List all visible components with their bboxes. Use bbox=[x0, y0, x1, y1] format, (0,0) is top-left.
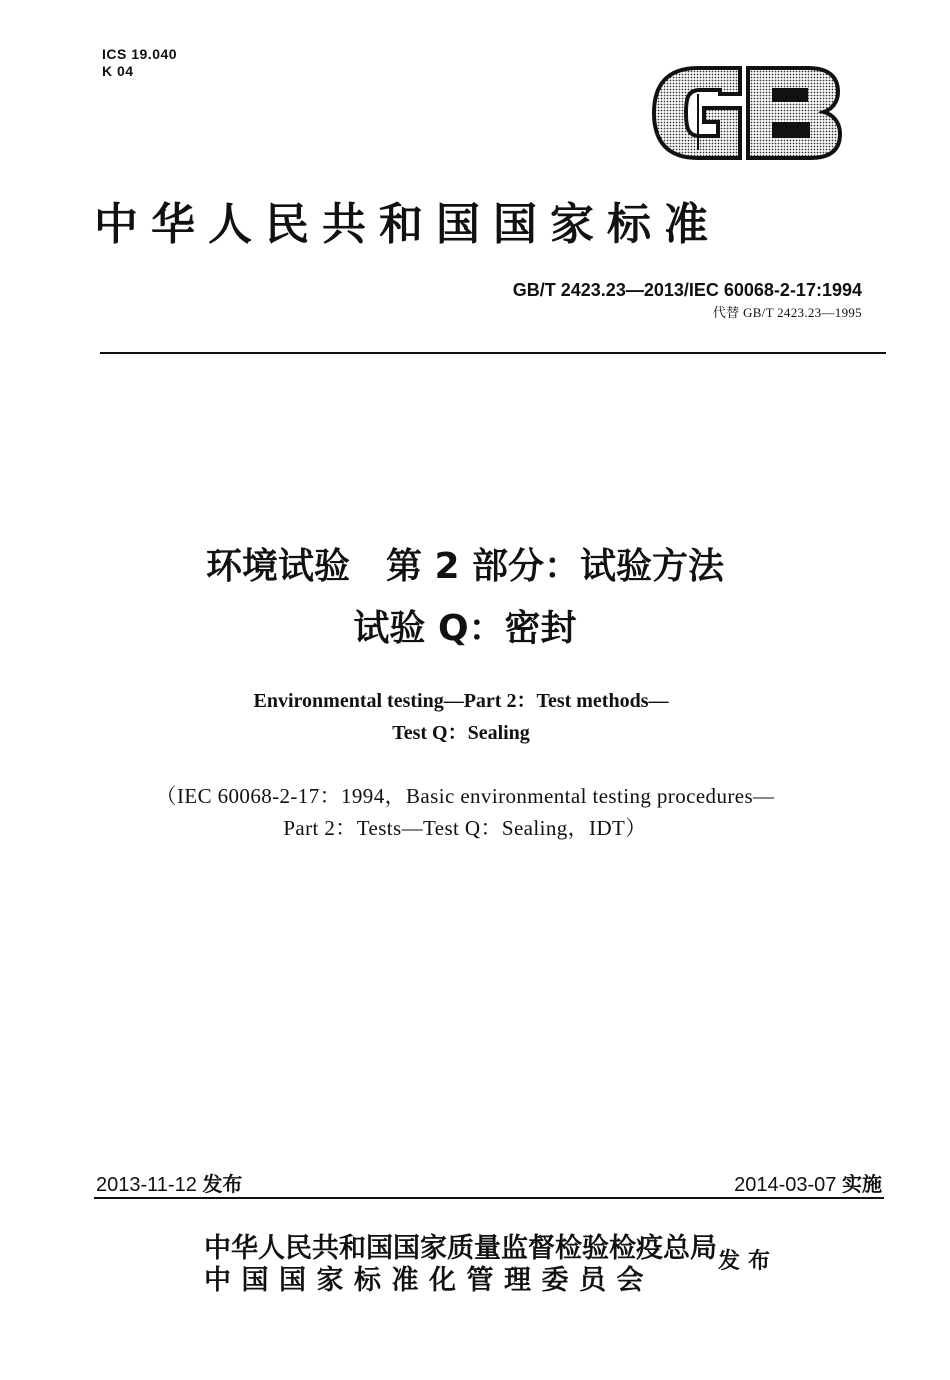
issue-date bbox=[96, 1168, 242, 1197]
header-divider bbox=[100, 352, 886, 354]
ics-code: ICS 19.040 bbox=[102, 46, 178, 62]
issue-date-label: 发布 bbox=[202, 1174, 243, 1196]
chinese-title-line-2: 试验 Q：密封 bbox=[353, 608, 577, 649]
issue-date-value: 2013-11-12 bbox=[96, 1174, 197, 1196]
standard-number: GB/T 2423.23—2013/IEC 60068-2-17:1994 bbox=[512, 280, 862, 300]
iec-reference-line-2: Part 2：Tests—Test Q：Sealing，IDT） bbox=[283, 816, 647, 840]
issuer-line-2: 中国国家标准化管理委员会 bbox=[204, 1265, 654, 1296]
ccs-code: K 04 bbox=[102, 63, 134, 79]
chinese-title-line-1: 环境试验 第 2 部分：试验方法 bbox=[205, 546, 725, 587]
english-title-line-2: Test Q：Sealing bbox=[392, 722, 530, 744]
effective-date-label: 实施 bbox=[842, 1174, 882, 1196]
issue-action: 发布 bbox=[718, 1249, 779, 1274]
issuer-line-1: 中华人民共和国国家质量监督检验检疫总局 bbox=[204, 1233, 717, 1264]
gb-logo-icon bbox=[648, 64, 844, 162]
classification-codes bbox=[102, 46, 177, 80]
replaces-standard: 代替 GB/T 2423.23—1995 bbox=[712, 305, 862, 320]
effective-date bbox=[734, 1168, 882, 1197]
national-standard-title: 中华人民共和国国家标准 bbox=[94, 199, 721, 250]
english-title-line-1: Environmental testing—Part 2：Test methods— bbox=[253, 690, 669, 712]
effective-date-value: 2014-03-07 bbox=[734, 1174, 837, 1196]
iec-reference-line-1: （IEC 60068-2-17：1994，Basic environmental testing procedures— bbox=[155, 784, 775, 808]
footer-divider bbox=[94, 1197, 884, 1199]
